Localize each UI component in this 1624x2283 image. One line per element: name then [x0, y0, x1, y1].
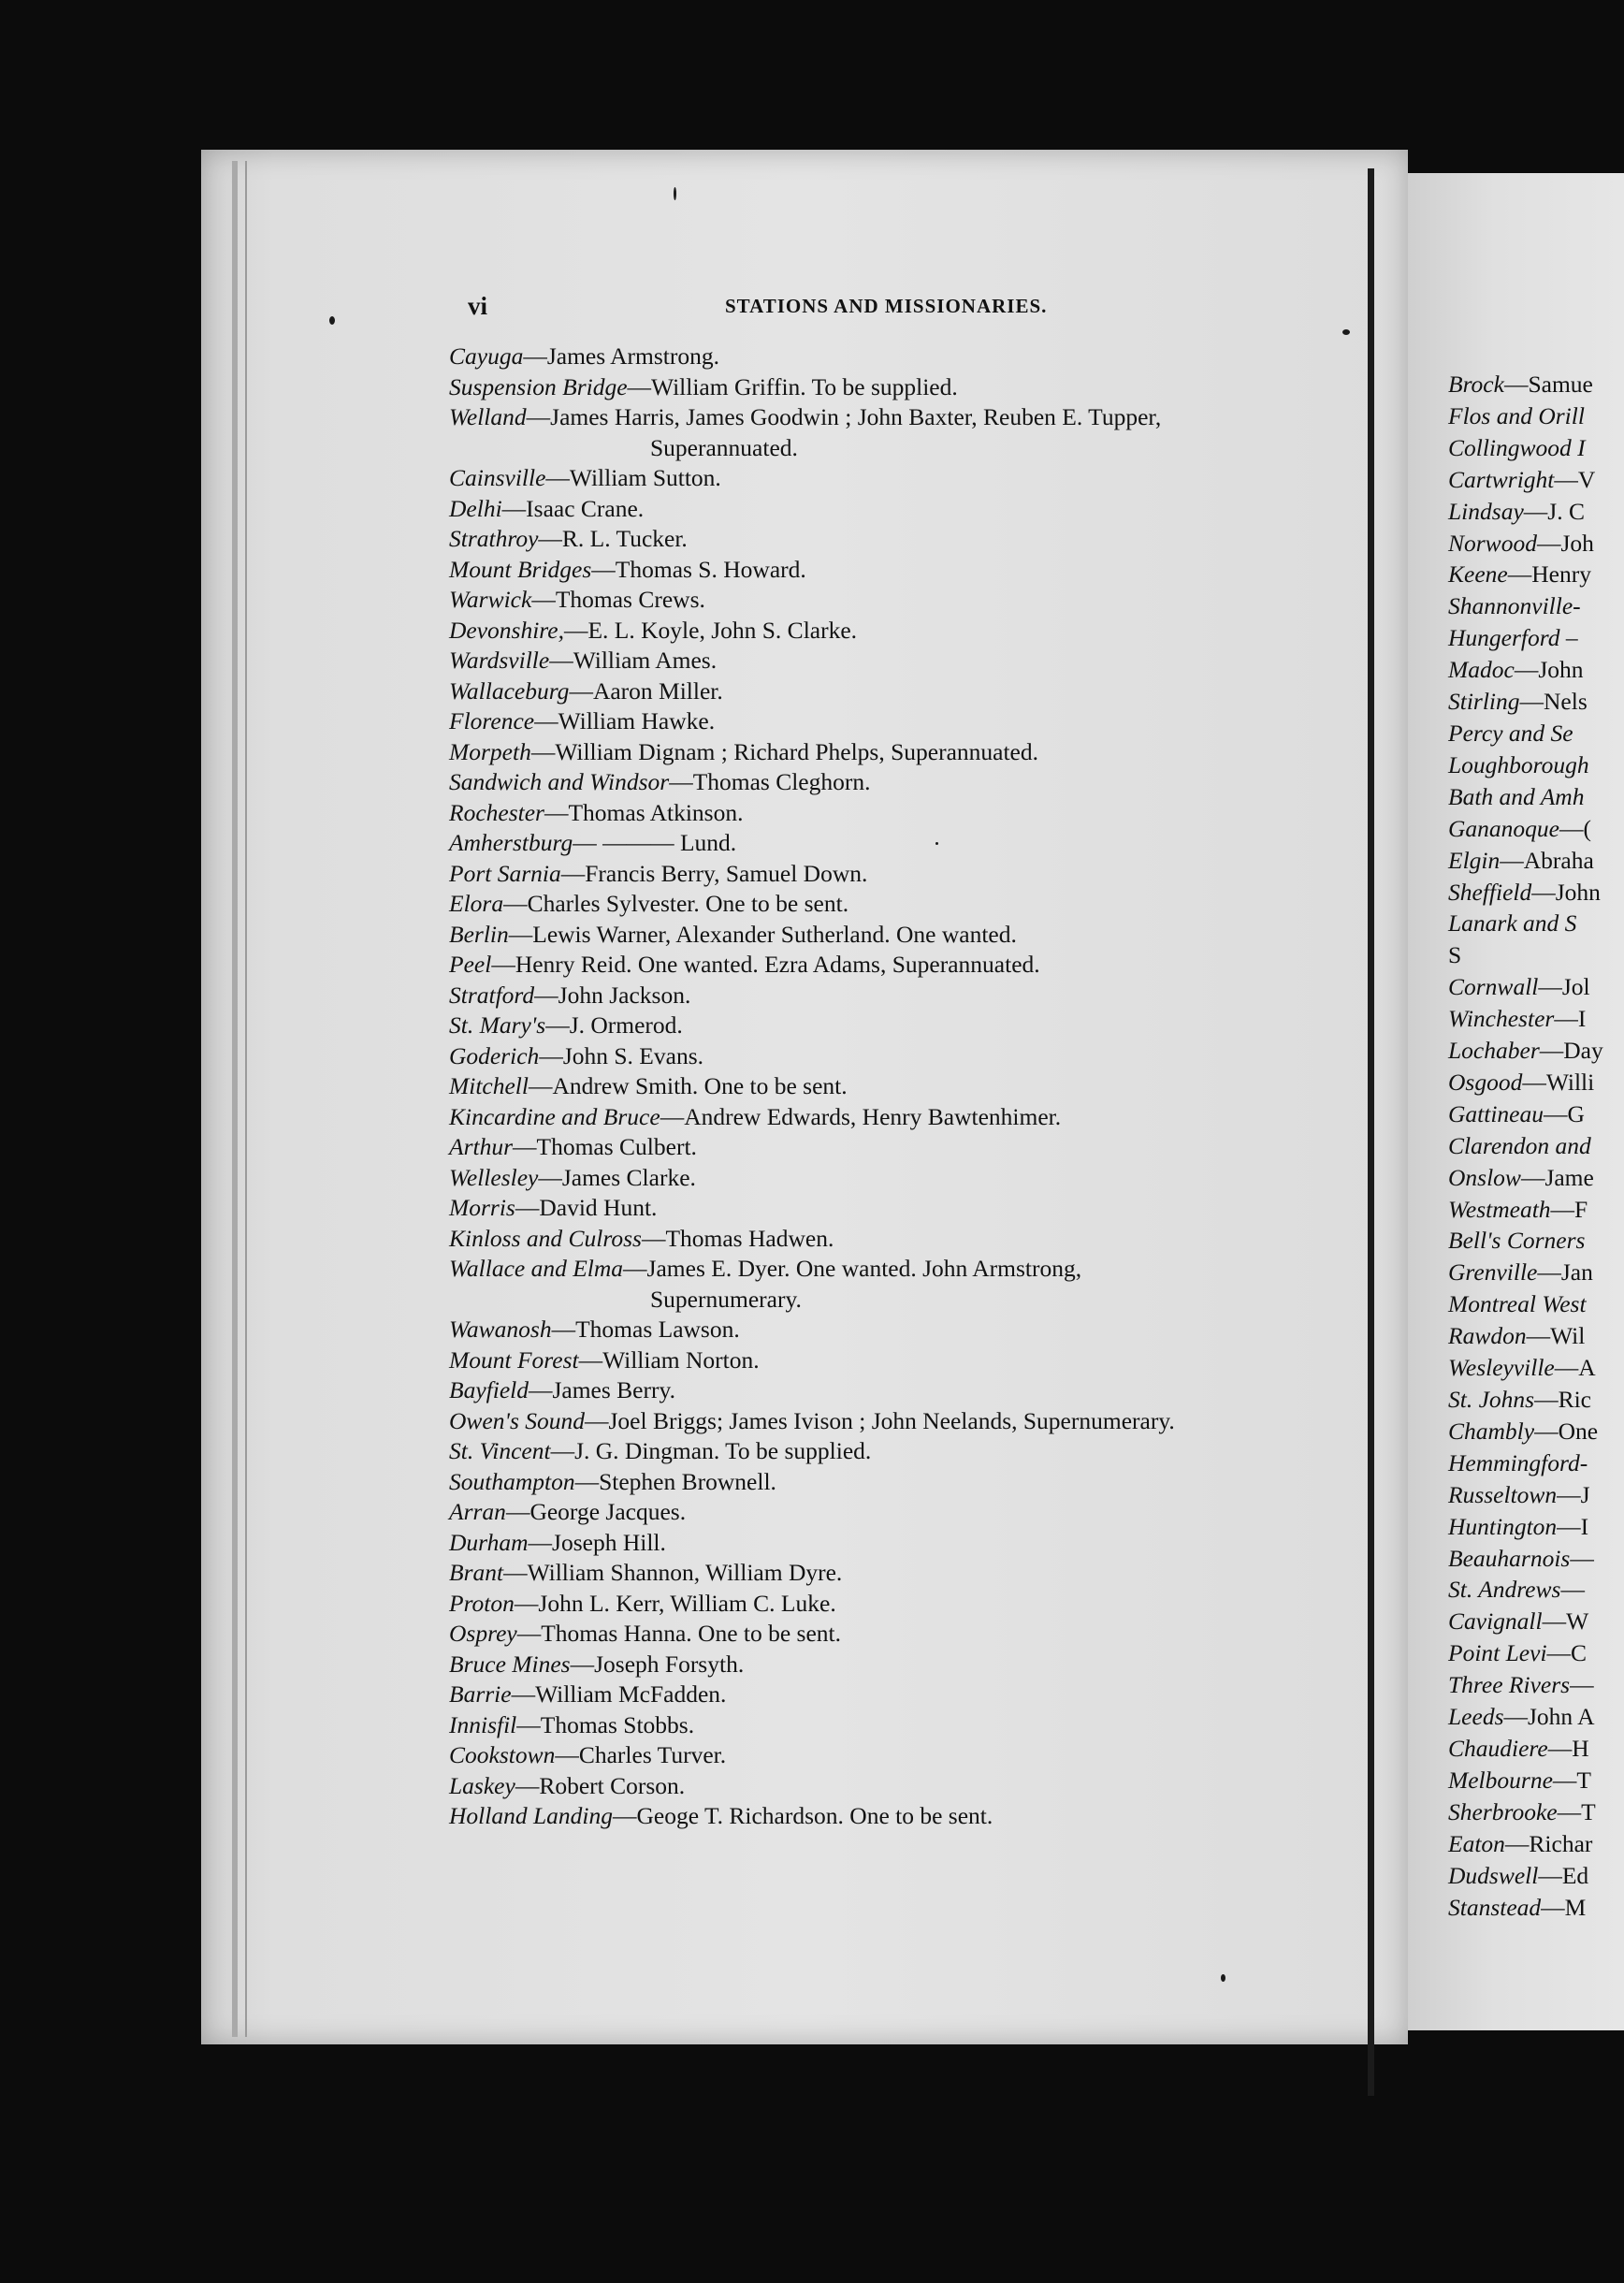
adjacent-station-name: Stanstead [1448, 1893, 1542, 1921]
adjacent-page-entry [1448, 1796, 1624, 1828]
missionaries-text: —William Dignam ; Richard Phelps, Superannuated. [530, 737, 1038, 765]
adjacent-entry-text: —Richar [1504, 1829, 1593, 1857]
station-name: Delhi [449, 494, 502, 522]
station-name: Morris [449, 1194, 515, 1221]
adjacent-page-entry [1448, 622, 1624, 654]
adjacent-page-entry [1448, 1574, 1624, 1606]
adjacent-page-entry [1448, 496, 1624, 528]
adjacent-station-name: Three Rivers [1448, 1671, 1571, 1699]
station-entry [449, 1011, 1385, 1041]
station-name: Morpeth [449, 737, 531, 765]
station-name: Osprey [449, 1620, 517, 1647]
adjacent-station-name: Dudswell [1448, 1861, 1539, 1889]
adjacent-entry-text: — [1560, 1576, 1585, 1604]
missionaries-text: —Joel Briggs; James Ivison ; John Neelands, Supernumerary. [585, 1406, 1175, 1434]
missionaries-text: —James Armstrong. [523, 342, 719, 370]
station-entry [449, 1102, 1385, 1133]
station-entry [449, 828, 1385, 859]
missionaries-text: —Stephen Brownell. [574, 1467, 776, 1495]
station-entry [449, 1771, 1385, 1802]
missionaries-text: —John Jackson. [534, 981, 691, 1009]
adjacent-page-entry [1448, 1416, 1624, 1447]
station-name: Kinloss and Culross [449, 1224, 642, 1252]
adjacent-page-entry [1448, 1257, 1624, 1288]
station-name: Sandwich and Windsor [449, 768, 670, 795]
adjacent-page-entry [1448, 1828, 1624, 1860]
adjacent-page-entry [1448, 400, 1624, 432]
adjacent-entry-text: —Ed [1538, 1861, 1589, 1889]
adjacent-station-name: Rawdon [1448, 1322, 1527, 1350]
missionaries-text: —Geoge T. Richardson. One to be sent. [612, 1802, 993, 1829]
missionaries-text: —James E. Dyer. One wanted. John Armstrong, [623, 1255, 1082, 1282]
missionaries-text: —Thomas Atkinson. [544, 798, 744, 826]
adjacent-page-entry [1448, 1162, 1624, 1194]
station-entry [449, 920, 1385, 951]
station-name: Laskey [449, 1771, 515, 1799]
missionaries-text: —Francis Berry, Samuel Down. [560, 859, 868, 887]
missionaries-text: —J. Ormerod. [545, 1011, 683, 1039]
missionaries-text: —David Hunt. [515, 1194, 658, 1221]
page-number: vi [468, 292, 488, 320]
adjacent-station-name: Russeltown [1448, 1480, 1558, 1508]
missionaries-text: —James Clarke. [538, 1163, 696, 1191]
station-entry [449, 646, 1385, 676]
adjacent-station-name: Chaudiere [1448, 1734, 1548, 1762]
station-name: Wellesley [449, 1163, 539, 1191]
adjacent-entry-text: — [1570, 1544, 1594, 1572]
adjacent-station-name: Bell's Corners [1448, 1227, 1586, 1255]
station-name: Amherstburg [449, 829, 573, 856]
adjacent-entry-text: —C [1546, 1639, 1588, 1667]
station-name: Barrie [449, 1680, 512, 1708]
missionaries-text: —John S. Evans. [539, 1041, 703, 1069]
station-entry [449, 402, 1385, 463]
adjacent-entry-text: —Jol [1538, 973, 1590, 1001]
station-name: Durham [449, 1528, 529, 1556]
adjacent-page-entry [1448, 845, 1624, 877]
station-name: St. Vincent [449, 1437, 551, 1464]
station-entry [449, 767, 1385, 798]
adjacent-station-name: Lanark and S [1448, 909, 1577, 938]
adjacent-page-entry [1448, 1637, 1624, 1669]
station-name: Florence [449, 707, 535, 734]
adjacent-page-entry [1448, 1288, 1624, 1320]
adjacent-page-entry [1448, 464, 1624, 496]
missionaries-text: —William McFadden. [511, 1680, 727, 1708]
adjacent-station-name: Lochaber [1448, 1037, 1540, 1065]
adjacent-page-entry [1448, 1892, 1624, 1924]
missionaries-text: —Thomas Stobbs. [516, 1710, 695, 1738]
adjacent-entry-text: —W [1542, 1607, 1589, 1636]
station-entry [449, 1224, 1385, 1255]
missionaries-text: —William Norton. [578, 1345, 760, 1374]
missionaries-text: —Thomas Crews. [531, 586, 705, 613]
station-name: Proton [449, 1589, 515, 1617]
adjacent-station-name: St. Johns [1448, 1386, 1535, 1413]
station-entry [449, 494, 1385, 525]
adjacent-page-entry [1448, 559, 1624, 590]
station-name: Wardsville [449, 647, 550, 674]
station-name: Goderich [449, 1041, 540, 1069]
adjacent-entry-text: —John [1531, 878, 1601, 906]
station-entry [449, 1163, 1385, 1194]
page-header [468, 292, 1403, 329]
adjacent-page-entry [1448, 1003, 1624, 1035]
adjacent-entry-text: —H [1547, 1734, 1589, 1762]
missionaries-text: —Andrew Edwards, Henry Bawtenhimer. [660, 1102, 1062, 1130]
adjacent-entry-text: —T [1552, 1766, 1591, 1794]
missionaries-text: —James Berry. [528, 1376, 675, 1403]
adjacent-page-entry [1448, 877, 1624, 909]
station-entry [449, 1406, 1385, 1437]
adjacent-station-name: Hemmingford [1448, 1448, 1580, 1476]
station-name: Welland [449, 403, 527, 430]
station-name: Berlin [449, 920, 509, 948]
page-edge-line [232, 161, 238, 2037]
station-name: Warwick [449, 586, 532, 613]
station-name: Strathroy [449, 525, 539, 552]
adjacent-page-entry [1448, 1035, 1624, 1067]
missionaries-text: —R. L. Tucker. [538, 525, 688, 552]
adjacent-station-name: Grenville [1448, 1258, 1538, 1287]
adjacent-station-name: Stirling [1448, 688, 1520, 716]
adjacent-entry-text: —J. C [1523, 497, 1585, 525]
adjacent-page-entry [1448, 749, 1624, 781]
adjacent-entry-text: —Henry [1507, 560, 1591, 589]
missionaries-text: —Thomas Cleghorn. [669, 768, 871, 795]
adjacent-page-entry [1448, 1447, 1624, 1479]
entry-continuation: Supernumerary. [650, 1285, 802, 1313]
adjacent-entry-text: —I [1554, 1005, 1587, 1033]
station-entry [449, 1315, 1385, 1345]
adjacent-entry-text: - [1573, 592, 1581, 620]
station-name: Brant [449, 1559, 504, 1586]
scan-speck [1221, 1974, 1225, 1982]
adjacent-station-name: Collingwood I [1448, 433, 1586, 461]
adjacent-entry-text: – [1559, 624, 1578, 652]
adjacent-page-entry [1448, 1067, 1624, 1098]
adjacent-entry-text: —One [1534, 1417, 1599, 1445]
scan-speck [935, 842, 938, 845]
missionaries-text: —William Shannon, William Dyre. [503, 1559, 843, 1586]
adjacent-entry-text: —Samue [1503, 371, 1593, 398]
station-name: Holland Landing [449, 1802, 613, 1829]
station-entry [449, 1497, 1385, 1528]
station-name: Port Sarnia [449, 859, 561, 887]
adjacent-page-entry [1448, 971, 1624, 1003]
station-name: Stratford [449, 981, 535, 1009]
station-entry [449, 1071, 1385, 1102]
adjacent-station-name: Shannonville [1448, 592, 1573, 620]
station-name: Wawanosh [449, 1316, 552, 1343]
missionaries-text: —Charles Turver. [555, 1741, 727, 1768]
station-name: Suspension Bridge [449, 372, 628, 400]
adjacent-page-list [1448, 369, 1624, 1923]
station-entry [449, 676, 1385, 707]
station-entry [449, 950, 1385, 981]
station-name: Rochester [449, 798, 544, 826]
adjacent-entry-text: —John [1514, 656, 1584, 684]
adjacent-station-name: Elgin [1448, 846, 1501, 874]
missionaries-text: —William Sutton. [545, 464, 721, 491]
adjacent-station-name: Montreal West [1448, 1290, 1587, 1318]
adjacent-entry-text: —Nels [1519, 688, 1588, 716]
adjacent-page-entry [1448, 686, 1624, 718]
station-list [449, 342, 1385, 1832]
missionaries-text: —Thomas Lawson. [551, 1316, 740, 1343]
station-name: Mount Bridges [449, 555, 592, 583]
adjacent-page-entry [1448, 1765, 1624, 1796]
adjacent-entry-text: —Abraha [1500, 846, 1594, 874]
adjacent-station-name: Norwood [1448, 529, 1537, 557]
adjacent-station-name: Gananoque [1448, 814, 1559, 842]
adjacent-station-name: Eaton [1448, 1829, 1505, 1857]
station-entry [449, 555, 1385, 586]
adjacent-station-name: Sheffield [1448, 878, 1532, 906]
adjacent-station-name: Cavignall [1448, 1607, 1543, 1636]
station-name: Bayfield [449, 1376, 529, 1403]
station-entry [449, 1619, 1385, 1650]
station-entry [449, 1467, 1385, 1498]
adjacent-entry-text: —M [1541, 1893, 1587, 1921]
adjacent-station-name: Wesleyville [1448, 1354, 1555, 1382]
adjacent-station-name: Gattineau [1448, 1099, 1544, 1127]
missionaries-text: —Joseph Hill. [528, 1528, 666, 1556]
adjacent-page-entry [1448, 432, 1624, 464]
adjacent-page-entry [1448, 1320, 1624, 1352]
adjacent-station-name: Chambly [1448, 1417, 1535, 1445]
adjacent-entry-text: —I [1557, 1512, 1589, 1540]
missionaries-text: —Joseph Forsyth. [570, 1650, 745, 1678]
missionaries-text: —Thomas Culbert. [513, 1133, 697, 1160]
adjacent-station-name: Westmeath [1448, 1195, 1551, 1223]
adjacent-page-entry [1448, 590, 1624, 622]
adjacent-station-name: Percy and Se [1448, 719, 1573, 747]
station-name: St. Mary's [449, 1011, 546, 1039]
adjacent-station-name: Osgood [1448, 1068, 1523, 1096]
adjacent-station-name: St. Andrews [1448, 1576, 1561, 1604]
adjacent-page [1408, 173, 1624, 2030]
adjacent-station-name: Clarendon and [1448, 1131, 1591, 1159]
station-entry [449, 1801, 1385, 1832]
station-entry [449, 859, 1385, 890]
page-edge-line-inner [245, 161, 247, 2037]
station-entry [449, 981, 1385, 1011]
station-entry [449, 1345, 1385, 1376]
adjacent-entry-text: —F [1550, 1195, 1588, 1223]
adjacent-page-entry [1448, 1130, 1624, 1162]
station-entry [449, 706, 1385, 737]
adjacent-entry-text: - [1579, 1448, 1588, 1476]
adjacent-page-entry [1448, 908, 1624, 939]
station-entry [449, 524, 1385, 555]
adjacent-entry-text: —John A [1503, 1703, 1595, 1731]
missionaries-text: —E. L. Koyle, John S. Clarke. [563, 616, 858, 644]
adjacent-entry-text: —( [1559, 814, 1591, 842]
adjacent-station-name: Flos and Orill [1448, 401, 1585, 429]
entry-continuation: Superannuated. [650, 433, 798, 461]
adjacent-page-entry [1448, 781, 1624, 813]
adjacent-entry-text: —Jan [1537, 1258, 1593, 1287]
station-entry [449, 1193, 1385, 1224]
adjacent-station-name: Huntington [1448, 1512, 1558, 1540]
adjacent-entry-text: —Ric [1534, 1386, 1591, 1413]
adjacent-page-entry [1448, 369, 1624, 400]
missionaries-text: —James Harris, James Goodwin ; John Baxter, Reuben E. Tupper, [526, 403, 1162, 430]
adjacent-page-entry [1448, 1479, 1624, 1511]
adjacent-entry-text: —A [1554, 1354, 1596, 1382]
missionaries-text: —Thomas Hadwen. [641, 1224, 834, 1252]
station-name: Southampton [449, 1467, 575, 1495]
scan-speck [329, 316, 335, 325]
station-entry [449, 1436, 1385, 1467]
adjacent-page-entry [1448, 1384, 1624, 1416]
adjacent-page-entry [1448, 813, 1624, 845]
station-entry [449, 1558, 1385, 1589]
station-entry [449, 1650, 1385, 1680]
station-name: Cayuga [449, 342, 524, 370]
station-name: Elora [449, 890, 504, 917]
missionaries-text: —George Jacques. [505, 1498, 687, 1525]
station-name: Peel [449, 951, 492, 978]
adjacent-page-entry [1448, 1352, 1624, 1384]
running-head: STATIONS AND MISSIONARIES. [725, 295, 1048, 317]
adjacent-page-entry [1448, 1669, 1624, 1701]
adjacent-entry-text: —T [1557, 1797, 1596, 1825]
station-name: Devonshire, [449, 616, 564, 644]
adjacent-station-name: Cartwright [1448, 465, 1555, 493]
station-name: Owen's Sound [449, 1406, 585, 1434]
missionaries-text: —Andrew Smith. One to be sent. [528, 1072, 848, 1099]
adjacent-station-name: Keene [1448, 560, 1508, 589]
station-entry [449, 1041, 1385, 1072]
adjacent-station-name: Loughborough [1448, 750, 1589, 778]
adjacent-entry-text: —J [1557, 1480, 1590, 1508]
adjacent-page-entry [1448, 1733, 1624, 1765]
station-entry [449, 1680, 1385, 1710]
missionaries-text: —Henry Reid. One wanted. Ezra Adams, Superannuated. [491, 951, 1040, 978]
station-name: Innisfil [449, 1710, 517, 1738]
station-name: Bruce Mines [449, 1650, 571, 1678]
adjacent-page-entry [1448, 1098, 1624, 1130]
adjacent-page-entry [1448, 1194, 1624, 1226]
adjacent-station-name: Bath and Amh [1448, 782, 1585, 810]
station-entry [449, 372, 1385, 403]
missionaries-text: —William Griffin. To be supplied. [627, 372, 958, 400]
adjacent-entry-text: —Day [1539, 1037, 1603, 1065]
missionaries-text: —William Ames. [549, 647, 718, 674]
missionaries-text: —Lewis Warner, Alexander Sutherland. One wanted. [508, 920, 1017, 948]
adjacent-entry-text: —G [1544, 1099, 1585, 1127]
missionaries-text: —Charles Sylvester. One to be sent. [503, 890, 849, 917]
adjacent-station-name: Point Levi [1448, 1639, 1547, 1667]
missionaries-text: —Aaron Miller. [569, 676, 723, 705]
adjacent-station-name: Madoc [1448, 656, 1515, 684]
adjacent-page-entry [1448, 1860, 1624, 1892]
station-entry [449, 889, 1385, 920]
adjacent-station-name: Brock [1448, 371, 1504, 398]
adjacent-page-entry [1448, 1511, 1624, 1543]
missionaries-text: —John L. Kerr, William C. Luke. [514, 1589, 836, 1617]
adjacent-station-name: Winchester [1448, 1005, 1555, 1033]
adjacent-entry-text: —Wil [1526, 1322, 1586, 1350]
station-entry [449, 342, 1385, 372]
adjacent-entry-text: —V [1554, 465, 1596, 493]
missionaries-text: — ——— Lund. [573, 829, 737, 856]
scan-speck [674, 187, 676, 200]
station-entry [449, 1254, 1385, 1315]
missionaries-text: —William Hawke. [534, 707, 716, 734]
scan-speck [1342, 329, 1350, 335]
station-name: Mitchell [449, 1072, 529, 1099]
adjacent-entry-text: —Joh [1536, 529, 1594, 557]
station-name: Mount Forest [449, 1345, 579, 1374]
station-entry [449, 1375, 1385, 1406]
adjacent-page-entry [1448, 654, 1624, 686]
adjacent-station-name: Melbourne [1448, 1766, 1553, 1794]
adjacent-station-name: Lindsay [1448, 497, 1524, 525]
adjacent-station-name: Leeds [1448, 1703, 1504, 1731]
station-entry [449, 463, 1385, 494]
station-name: Cainsville [449, 464, 546, 491]
adjacent-station-name: Hungerford [1448, 624, 1560, 652]
adjacent-station-name: Cornwall [1448, 973, 1539, 1001]
station-name: Cookstown [449, 1741, 556, 1768]
station-entry [449, 1528, 1385, 1559]
adjacent-page-entry [1448, 1225, 1624, 1257]
adjacent-station-name: Onslow [1448, 1163, 1521, 1191]
station-entry [449, 616, 1385, 647]
station-name: Kincardine and Bruce [449, 1102, 660, 1130]
adjacent-page-entry [1448, 1701, 1624, 1733]
adjacent-page-entry [1448, 528, 1624, 560]
station-entry [449, 1132, 1385, 1163]
station-name: Wallaceburg [449, 676, 570, 705]
adjacent-station-name: Sherbrooke [1448, 1797, 1558, 1825]
station-entry [449, 1589, 1385, 1620]
adjacent-station-name: Beauharnois [1448, 1544, 1571, 1572]
adjacent-entry-text: — [1570, 1671, 1594, 1699]
missionaries-text: —J. G. Dingman. To be supplied. [550, 1437, 872, 1464]
adjacent-page-entry [1448, 718, 1624, 749]
station-entry [449, 798, 1385, 829]
missionaries-text: —Thomas Hanna. One to be sent. [516, 1620, 841, 1647]
missionaries-text: —Thomas S. Howard. [591, 555, 806, 583]
station-entry [449, 585, 1385, 616]
station-entry [449, 1740, 1385, 1771]
adjacent-page-entry [1448, 1606, 1624, 1637]
station-entry [449, 737, 1385, 768]
missionaries-text: —Robert Corson. [515, 1771, 686, 1799]
missionaries-text: —Isaac Crane. [501, 494, 645, 522]
adjacent-page-entry [1448, 1543, 1624, 1575]
station-name: Arran [449, 1498, 506, 1525]
station-entry [449, 1710, 1385, 1741]
station-name: Wallace and Elma [449, 1255, 624, 1282]
adjacent-entry-text: —Jame [1520, 1163, 1594, 1191]
adjacent-entry-text: S [1448, 941, 1462, 969]
station-name: Arthur [449, 1133, 514, 1160]
adjacent-entry-text: —Willi [1522, 1068, 1595, 1096]
adjacent-page-entry [1448, 939, 1624, 971]
